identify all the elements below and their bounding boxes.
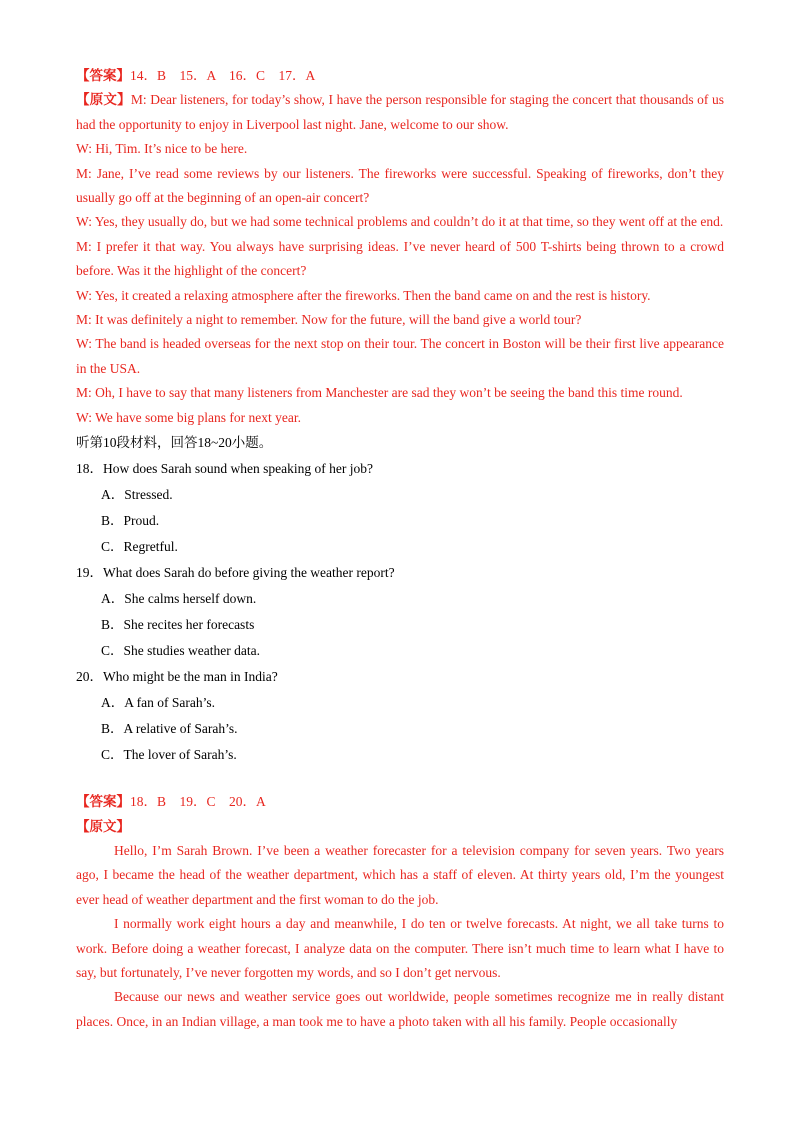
option-a: A．A fan of Sarah’s.: [101, 695, 215, 711]
question-stem: 18．How does Sarah sound when speaking of her job?: [76, 461, 373, 477]
option-b: B．A relative of Sarah’s.: [101, 721, 238, 737]
answer-line-2: [76, 790, 724, 814]
original-label: 【原文】: [76, 92, 131, 108]
dialogue-line: W: Hi, Tim. It’s nice to be here.: [76, 141, 248, 157]
answer-label: 【答案】: [76, 68, 130, 83]
option-b: B．She recites her forecasts: [101, 617, 255, 633]
answer-text: 18．B 19．C 20．A: [130, 794, 266, 810]
option-c: C．She studies weather data.: [101, 643, 260, 659]
dialogue-line: M: I prefer it that way. You always have surprising ideas. I’ve never heard of 500 T-shirts being thrown to a crowd before. Was it the highlight of the concert?: [76, 238, 724, 279]
dialogue-line: W: We have some big plans for next year.: [76, 409, 301, 425]
dialogue-line: 【原文】M: Dear listeners, for today’s show, I have the person responsible for staging the concert that thousands of us had the opportunity to enjoy in Liverpool last night. Jane, welcome to our show.: [76, 92, 725, 132]
option-c: C．The lover of Sarah’s.: [101, 747, 237, 763]
dialogue-line: W: The band is headed overseas for the next stop on their tour. The concert in Boston will be their first live appearance in the USA.: [76, 336, 724, 376]
answer-label: 【答案】: [76, 794, 130, 810]
question-stem: 20．Who might be the man in India?: [76, 669, 278, 685]
option-b: B．Proud.: [101, 513, 160, 529]
option-a: A．She calms herself down.: [101, 591, 257, 607]
spacer: [76, 768, 724, 790]
question-stem: 19．What does Sarah do before giving the weather report?: [76, 565, 395, 581]
section-intro: 听第10段材料，回答18~20小题。: [76, 435, 273, 451]
option-a: A．Stressed.: [101, 487, 173, 503]
answer-line-1: [76, 64, 724, 88]
dialogue-line: M: It was definitely a night to remember. Now for the future, will the band give a world tour?: [76, 312, 582, 328]
answer-text: 14．B 15．A 16．C 17．A: [130, 68, 316, 83]
dialogue-line: M: Jane, I’ve read some reviews by our listeners. The fireworks were successful. Speaking of fireworks, don’t they usually go off at the beginning of an open-air concert?: [76, 165, 724, 206]
dialogue-line: W: Yes, they usually do, but we had some technical problems and couldn’t do it at that time, so they went off at the end.: [76, 214, 724, 230]
dialogue-line: M: Oh, I have to say that many listeners from Manchester are sad they won’t be seeing the band this time round.: [76, 385, 683, 401]
dialogue-line: W: Yes, it created a relaxing atmosphere after the fireworks. Then the band came on and the rest is history.: [76, 287, 651, 303]
passage-paragraph: Because our news and weather service goes out worldwide, people sometimes recognize me in really distant places. Once, in an Indian village, a man took me to have a photo taken with all his family. People occasionally: [76, 989, 724, 1029]
passage-paragraph: Hello, I’m Sarah Brown. I’ve been a weather forecaster for a television company for seven years. Two years ago, I became the head of the weather department, which has a staff of eleven. At thirty years old, I’m the youngest ever head of weather department and the first woman to do the job.: [76, 842, 724, 907]
original-label: 【原文】: [76, 818, 130, 834]
option-c: C．Regretful.: [101, 539, 178, 555]
passage-paragraph: I normally work eight hours a day and meanwhile, I do ten or twelve forecasts. At night, we all take turns to work. Before doing a weather forecast, I analyze data on the computer. There isn’t much time to learn what I have to say, but fortunately, I’ve never forgotten my words, and so I don’t get nervous.: [76, 916, 724, 980]
document-page: [76, 64, 724, 1034]
